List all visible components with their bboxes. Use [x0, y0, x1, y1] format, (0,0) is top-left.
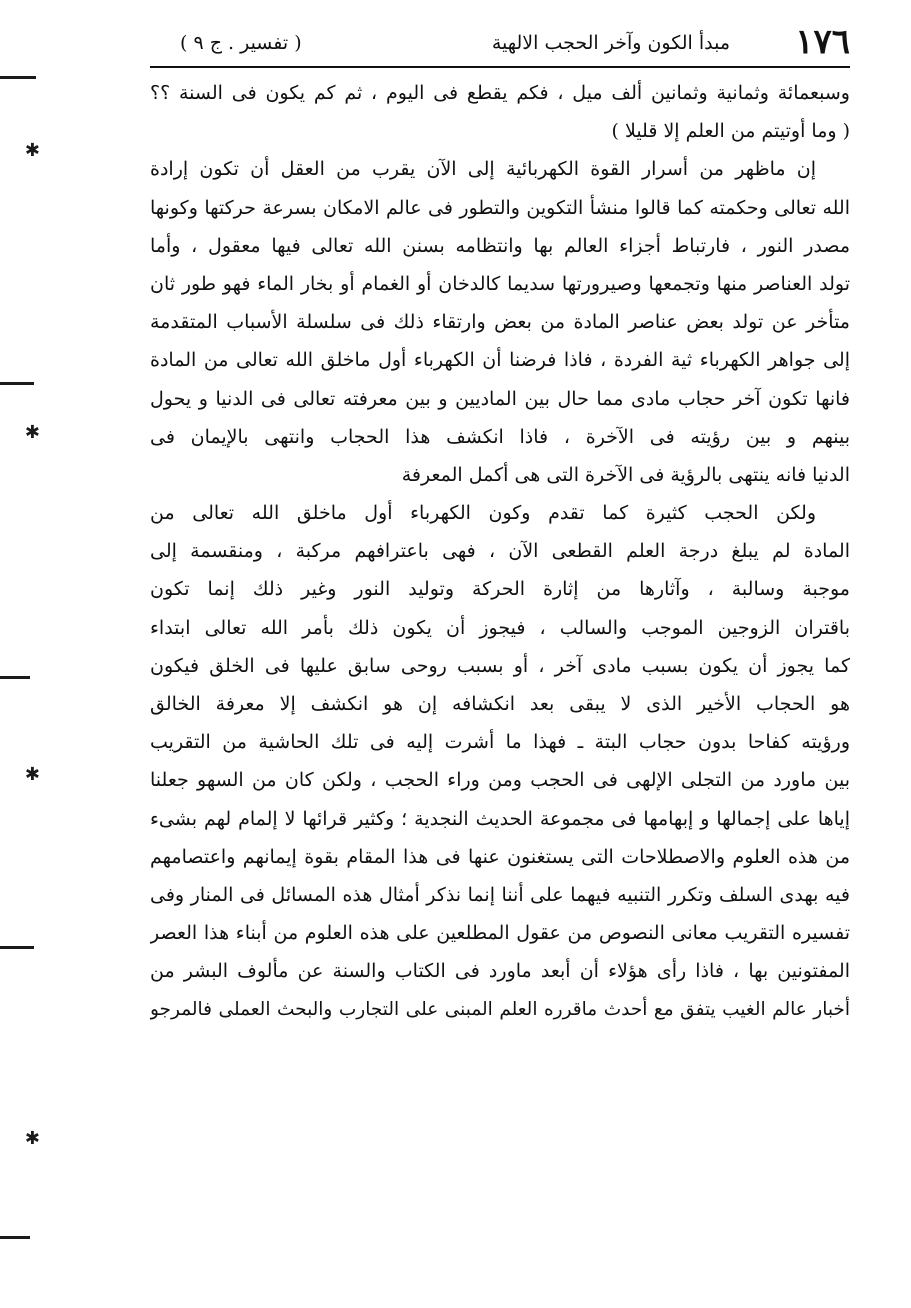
text-line: تولد العناصر منها وتجمعها وصيرورتها سديما كالدخان أو الغمام أو بخار الماء فهو طور ثان	[150, 272, 850, 295]
text-line: إياها على إجمالها و إبهامها فى مجموعة الحديث النجدية ؛ وكثير قرائها لا إلمام لهم بشىء	[150, 807, 850, 830]
text-line: فانها تكون آخر حجاب مادى مما حال بين الماديين و بين معرفته تعالى فى الدنيا و يحول	[150, 387, 850, 410]
text-line: بينهم و بين رؤيته فى الآخرة ، فاذا انكشف هذا الحجاب وانتهى بالإيمان فى	[150, 425, 850, 448]
text-line: المفتونين بها ، فاذا رأى هؤلاء أن أبعد ماورد فى الكتاب والسنة عن مألوف البشر من	[150, 960, 850, 983]
text-line: وسبعمائة وثمانية وثمانين ألف ميل ، فكم يقطع فى اليوم ، ثم كم يكون فى السنة ؟؟	[150, 82, 850, 104]
page-number: ١٧٦	[795, 22, 850, 62]
text-line: كما يجوز أن يكون بسبب مادى آخر ، أو بسبب روحى سابق عليها فى الخلق فيكون	[150, 654, 850, 677]
header-rule	[150, 66, 850, 68]
text-line: موجبة وسالبة ، وآثارها من إثارة الحركة وتوليد النور وغير ذلك إنما تكون	[150, 578, 850, 601]
text-line: أخبار عالم الغيب يتفق مع أحدث ماقرره العلم المبنى على التجارب والبحث العملى فالمرجو	[150, 998, 850, 1020]
text-line: باقتران الزوجين الموجب والسالب ، فيجوز أن يكون ذلك بأمر الله تعالى ابتداء	[150, 616, 850, 639]
text-line: ورؤيته كفاحا بدون حجاب البتة ـ فهذا ما أشرت إليه فى تلك الحاشية من التقريب	[150, 731, 850, 754]
margin-mark	[0, 946, 34, 949]
text-line: الله تعالى وحكمته كما قالوا منشأ التكوين والتطور فى عالم الامكان بسرعة حركتها وكونها	[150, 196, 850, 219]
margin-mark	[0, 76, 36, 79]
margin-mark	[0, 676, 30, 679]
margin-mark	[0, 1236, 30, 1239]
text-line: مصدر النور ، فارتباط أجزاء العالم بها وانتظامه بسنن الله تعالى فيها معقول ، وأما	[150, 234, 850, 257]
margin-ornament-icon: ✱	[24, 422, 40, 443]
margin-mark	[0, 382, 34, 385]
quran-quote: ( وما أوتيتم من العلم إلا قليلا )	[611, 120, 850, 143]
text-line: تفسيره التقريب معانى النصوص من عقول المطلعين على هذه العلوم من أبناء هذا العصر	[150, 922, 850, 945]
margin-ornament-icon: ✱	[24, 1128, 40, 1149]
body-text	[150, 74, 850, 1029]
text-line: هو الحجاب الأخير الذى لا يبقى بعد انكشافه إن هو انكشف إلا معرفة الخالق	[150, 693, 850, 715]
text-line: بين ماورد من التجلى الإلهى فى الحجب ومن وراء الحجب ، ولكن كان من السهو جعلنا	[150, 769, 850, 792]
running-title: مبدأ الكون وآخر الحجب الالهية	[491, 32, 730, 54]
text-line: متأخر عن تولد بعض عناصر المادة من بعض وارتقاء ذلك فى سلسلة الأسباب المتقدمة	[150, 311, 850, 334]
text-line: الدنيا فانه ينتهى بالرؤية فى الآخرة التى هى أكمل المعرفة	[401, 463, 850, 486]
text-line: ولكن الحجب كثيرة كما تقدم وكون الكهرباء أول ماخلق الله تعالى من	[150, 502, 816, 525]
running-reference: ( تفسير . ج ٩ )	[180, 32, 302, 54]
margin-ornament-icon: ✱	[24, 764, 40, 785]
text-line: من هذه العلوم والاصطلاحات التى يستغنون عنها فى هذا المقام بقوة إيمانهم واعتصامهم	[150, 845, 850, 868]
text-line: المادة لم يبلغ درجة العلم القطعى الآن ، فهى باعترافهم مركبة ، ومنقسمة إلى	[150, 540, 850, 563]
text-line: إلى جواهر الكهرباء ثية الفردة ، فاذا فرضنا أن الكهرباء أول ماخلق الله تعالى من المادة	[150, 349, 850, 372]
text-line: فيه بهدى السلف وتكرر التنبيه فيهما على أننا إنما نذكر أمثال هذه المسائل فى المنار وفى	[150, 883, 850, 906]
running-header	[150, 22, 850, 66]
text-line: إن ماظهر من أسرار القوة الكهربائية إلى الآن يقرب من العقل أن تكون إرادة	[150, 158, 816, 181]
margin-ornament-icon: ✱	[24, 140, 40, 161]
